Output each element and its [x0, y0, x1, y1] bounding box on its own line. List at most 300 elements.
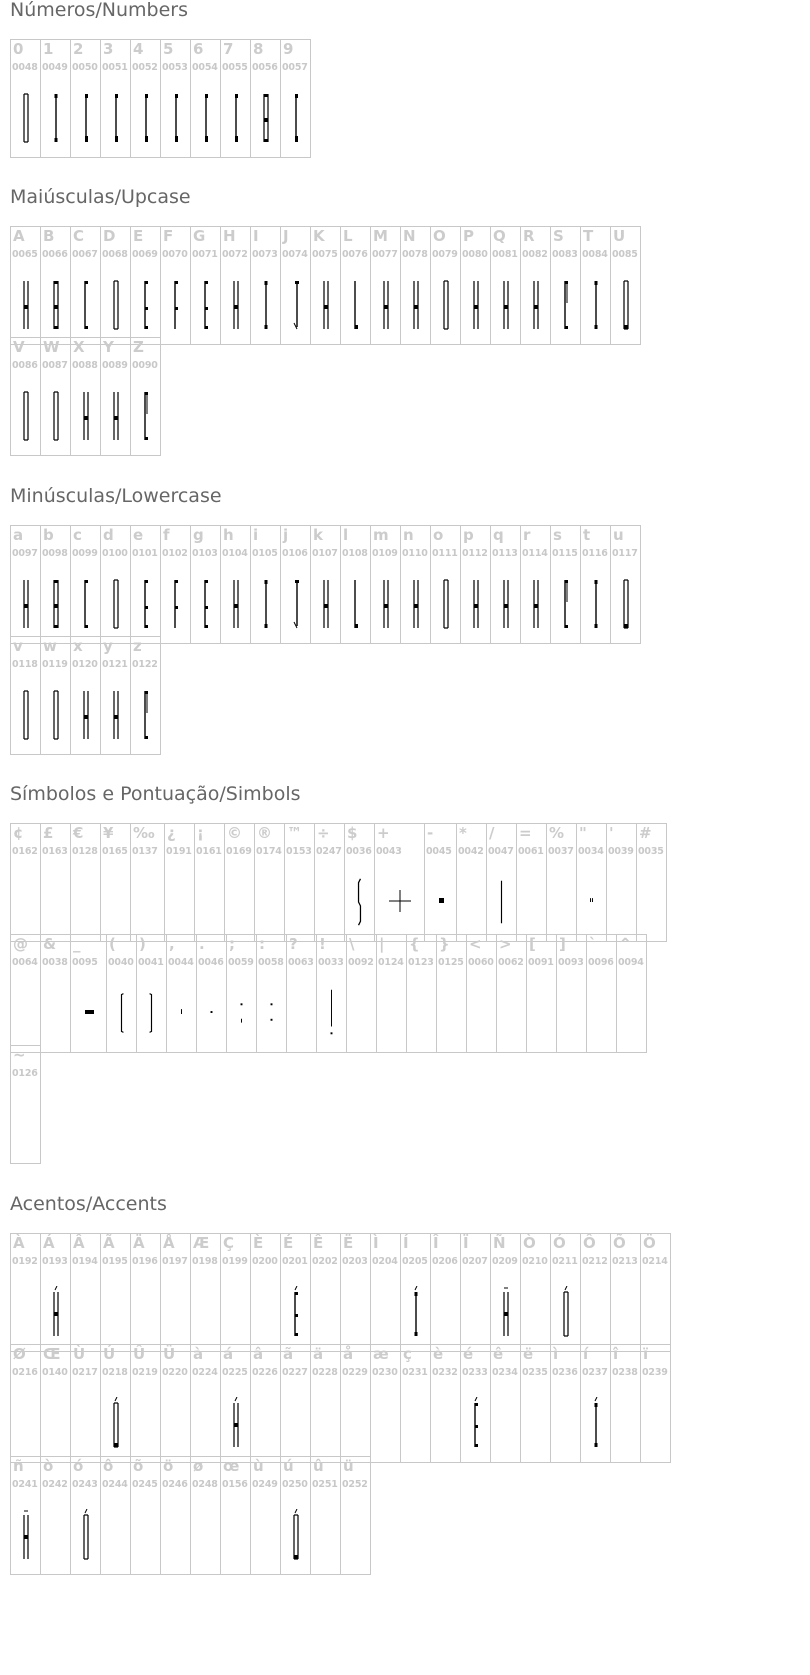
glyph-cell — [11, 1457, 41, 1575]
glyph-char-label: \ — [349, 935, 355, 953]
glyph-char-label: $ — [347, 824, 358, 842]
glyph-sample-icon — [425, 872, 456, 932]
glyph-code-label: 0087 — [42, 360, 68, 371]
glyph-code-label: 0035 — [638, 846, 664, 857]
glyph-code-label: 0200 — [252, 1256, 278, 1267]
glyph-char-label: Æ — [193, 1234, 210, 1252]
glyph-sample-icon — [521, 275, 550, 335]
glyph-code-label: 0093 — [558, 957, 584, 968]
glyph-sample-icon — [311, 1393, 340, 1453]
glyph-sample-icon — [311, 574, 340, 634]
glyph-cell — [311, 526, 341, 644]
glyph-sample-icon — [11, 685, 40, 745]
glyph-sample-icon — [611, 1282, 640, 1342]
glyph-cell — [11, 338, 41, 456]
glyph-sample-icon — [491, 1393, 520, 1453]
glyph-char-label: ¢ — [13, 824, 24, 842]
glyph-sample-icon — [221, 275, 250, 335]
glyph-sample-icon — [11, 1505, 40, 1565]
glyph-cell — [431, 1234, 461, 1352]
glyph-cell — [11, 227, 41, 345]
glyph-cell — [131, 227, 161, 345]
glyph-code-label: 0247 — [316, 846, 342, 857]
glyph-sample-icon — [131, 1282, 160, 1342]
glyph-cell — [101, 40, 131, 158]
glyph-char-label: 7 — [223, 40, 234, 58]
glyph-code-label: 0056 — [252, 62, 278, 73]
glyph-sample-icon — [11, 872, 40, 932]
glyph-cell — [225, 824, 255, 942]
glyph-sample-icon — [285, 872, 314, 932]
glyph-sample-icon — [431, 574, 460, 634]
glyph-cell — [287, 935, 317, 1053]
glyph-code-label: 0211 — [552, 1256, 578, 1267]
glyph-sample-icon — [611, 574, 640, 634]
glyph-sample-icon — [407, 983, 436, 1043]
glyph-char-label: ¡ — [197, 824, 204, 842]
glyph-char-label: 6 — [193, 40, 204, 58]
glyph-cell — [341, 1234, 371, 1352]
glyph-code-label: 0095 — [72, 957, 98, 968]
glyph-cell — [191, 526, 221, 644]
glyph-char-label: Ü — [163, 1345, 176, 1363]
glyph-char-label: Å — [163, 1234, 175, 1252]
glyph-char-label: ø — [193, 1457, 204, 1475]
glyph-cell — [131, 338, 161, 456]
glyph-code-label: 0052 — [132, 62, 158, 73]
glyph-cell — [281, 227, 311, 345]
glyph-sample-icon — [281, 88, 310, 148]
glyph-char-label: = — [519, 824, 532, 842]
glyph-char-label: y — [103, 637, 113, 655]
glyph-sample-icon — [191, 88, 220, 148]
glyph-cell — [11, 526, 41, 644]
glyph-sample-icon — [221, 88, 250, 148]
glyph-code-label: 0196 — [132, 1256, 158, 1267]
glyph-char-label: Ó — [553, 1234, 566, 1252]
glyph-code-label: 0091 — [528, 957, 554, 968]
glyph-char-label: F — [163, 227, 174, 245]
glyph-code-label: 0104 — [222, 548, 248, 559]
glyph-sample-icon — [71, 983, 106, 1043]
glyph-cell — [101, 227, 131, 345]
glyph-code-label: 0116 — [582, 548, 608, 559]
glyph-code-label: 0111 — [432, 548, 458, 559]
glyph-sample-icon — [11, 88, 40, 148]
glyph-cell — [41, 935, 71, 1053]
glyph-cell — [161, 227, 191, 345]
glyph-code-label: 0234 — [492, 1367, 518, 1378]
glyph-code-label: 0033 — [318, 957, 344, 968]
glyph-sample-icon — [195, 872, 224, 932]
glyph-char-label: T — [583, 227, 594, 245]
glyph-char-label: H — [223, 227, 236, 245]
glyph-char-label: æ — [373, 1345, 389, 1363]
glyph-cell — [491, 1345, 521, 1463]
glyph-sample-icon — [41, 574, 70, 634]
glyph-sample-icon — [41, 386, 70, 446]
glyph-code-label: 0098 — [42, 548, 68, 559]
glyph-cell — [371, 227, 401, 345]
glyph-char-label: [ — [529, 935, 536, 953]
glyph-code-label: 0049 — [42, 62, 68, 73]
glyph-cell — [11, 637, 41, 755]
glyph-code-label: 0074 — [282, 249, 308, 260]
glyph-sample-icon — [41, 872, 70, 932]
glyph-cell — [281, 1345, 311, 1463]
glyph-code-label: 0112 — [462, 548, 488, 559]
glyph-code-label: 0101 — [132, 548, 158, 559]
glyph-char-label: Ç — [223, 1234, 235, 1252]
glyph-code-label: 0103 — [192, 548, 218, 559]
grid-symbols-row-3 — [10, 1045, 41, 1164]
glyph-char-label: ¥ — [103, 824, 114, 842]
glyph-char-label: % — [549, 824, 565, 842]
glyph-code-label: 0231 — [402, 1367, 428, 1378]
glyph-char-label: > — [499, 935, 512, 953]
glyph-char-label: Ä — [133, 1234, 145, 1252]
glyph-cell — [101, 338, 131, 456]
glyph-char-label: { — [409, 935, 420, 953]
glyph-code-label: 0088 — [72, 360, 98, 371]
glyph-code-label: 0137 — [132, 846, 158, 857]
glyph-code-label: 0156 — [222, 1479, 248, 1490]
glyph-sample-icon — [101, 1505, 130, 1565]
glyph-code-label: 0202 — [312, 1256, 338, 1267]
glyph-char-label: î — [613, 1345, 619, 1363]
glyph-sample-icon — [251, 275, 280, 335]
glyph-cell — [71, 526, 101, 644]
glyph-cell — [581, 1345, 611, 1463]
glyph-cell — [341, 1345, 371, 1463]
glyph-code-label: 0165 — [102, 846, 128, 857]
glyph-sample-icon — [251, 88, 280, 148]
glyph-cell — [251, 1234, 281, 1352]
glyph-char-label: ì — [553, 1345, 559, 1363]
grid-accents-row-2 — [10, 1344, 671, 1463]
glyph-cell — [71, 637, 101, 755]
glyph-cell — [311, 227, 341, 345]
glyph-char-label: p — [463, 526, 474, 544]
glyph-sample-icon — [11, 275, 40, 335]
glyph-char-label: © — [227, 824, 242, 842]
grid-lowercase-row-1 — [10, 525, 641, 644]
glyph-char-label: Z — [133, 338, 144, 356]
glyph-cell — [377, 935, 407, 1053]
glyph-sample-icon — [191, 1282, 220, 1342]
glyph-cell — [607, 824, 637, 942]
glyph-code-label: 0107 — [312, 548, 338, 559]
section-title-lowercase: Minúsculas/Lowercase — [10, 485, 222, 507]
glyph-cell — [221, 1345, 251, 1463]
glyph-char-label: 9 — [283, 40, 294, 58]
glyph-code-label: 0106 — [282, 548, 308, 559]
glyph-sample-icon — [131, 386, 160, 446]
glyph-cell — [521, 227, 551, 345]
glyph-char-label: r — [523, 526, 531, 544]
glyph-sample-icon — [71, 574, 100, 634]
glyph-char-label: } — [439, 935, 450, 953]
glyph-char-label: 4 — [133, 40, 144, 58]
glyph-sample-icon — [221, 574, 250, 634]
glyph-char-label: n — [403, 526, 414, 544]
glyph-char-label: ê — [493, 1345, 504, 1363]
glyph-sample-icon — [461, 1393, 490, 1453]
glyph-sample-icon — [71, 1505, 100, 1565]
glyph-char-label: Ê — [313, 1234, 324, 1252]
glyph-code-label: 0053 — [162, 62, 188, 73]
glyph-cell — [41, 338, 71, 456]
glyph-code-label: 0203 — [342, 1256, 368, 1267]
glyph-sample-icon — [641, 1282, 670, 1342]
glyph-sample-icon — [167, 983, 196, 1043]
glyph-code-label: 0237 — [582, 1367, 608, 1378]
glyph-sample-icon — [581, 1393, 610, 1453]
glyph-cell — [401, 526, 431, 644]
glyph-code-label: 0118 — [12, 659, 38, 670]
glyph-code-label: 0214 — [642, 1256, 668, 1267]
glyph-code-label: 0244 — [102, 1479, 128, 1490]
glyph-char-label: " — [579, 824, 587, 842]
glyph-sample-icon — [461, 574, 490, 634]
glyph-code-label: 0235 — [522, 1367, 548, 1378]
glyph-code-label: 0193 — [42, 1256, 68, 1267]
glyph-sample-icon — [107, 983, 136, 1043]
glyph-cell — [71, 338, 101, 456]
glyph-char-label: ` — [589, 935, 597, 953]
glyph-sample-icon — [371, 1282, 400, 1342]
glyph-code-label: 0217 — [72, 1367, 98, 1378]
glyph-code-label: 0224 — [192, 1367, 218, 1378]
glyph-code-label: 0114 — [522, 548, 548, 559]
glyph-code-label: 0082 — [522, 249, 548, 260]
glyph-sample-icon — [431, 1393, 460, 1453]
glyph-sample-icon — [551, 1393, 580, 1453]
glyph-cell — [285, 824, 315, 942]
glyph-code-label: 0102 — [162, 548, 188, 559]
glyph-char-label: Ï — [463, 1234, 469, 1252]
glyph-cell — [11, 1046, 41, 1164]
glyph-code-label: 0061 — [518, 846, 544, 857]
glyph-char-label: e — [133, 526, 144, 544]
glyph-sample-icon — [191, 275, 220, 335]
glyph-char-label: ) — [139, 935, 146, 953]
glyph-sample-icon — [281, 1505, 310, 1565]
glyph-sample-icon — [41, 275, 70, 335]
glyph-char-label: k — [313, 526, 323, 544]
glyph-sample-icon — [221, 1282, 250, 1342]
glyph-cell — [161, 1234, 191, 1352]
glyph-char-label: ; — [229, 935, 235, 953]
glyph-code-label: 0073 — [252, 249, 278, 260]
glyph-char-label: ^ — [619, 935, 632, 953]
glyph-sample-icon — [311, 1505, 340, 1565]
glyph-sample-icon — [371, 275, 400, 335]
glyph-char-label: à — [193, 1345, 204, 1363]
glyph-cell — [461, 1345, 491, 1463]
glyph-code-label: 0205 — [402, 1256, 428, 1267]
glyph-char-label: 3 — [103, 40, 114, 58]
glyph-sample-icon — [71, 872, 100, 932]
glyph-sample-icon — [251, 1282, 280, 1342]
glyph-code-label: 0140 — [42, 1367, 68, 1378]
glyph-code-label: 0122 — [132, 659, 158, 670]
glyph-code-label: 0044 — [168, 957, 194, 968]
glyph-sample-icon — [311, 1282, 340, 1342]
glyph-code-label: 0251 — [312, 1479, 338, 1490]
glyph-cell — [401, 1234, 431, 1352]
glyph-sample-icon — [41, 1393, 70, 1453]
glyph-cell — [251, 227, 281, 345]
glyph-code-label: 0252 — [342, 1479, 368, 1490]
glyph-code-label: 0163 — [42, 846, 68, 857]
glyph-code-label: 0162 — [12, 846, 38, 857]
glyph-cell — [131, 1345, 161, 1463]
glyph-char-label: h — [223, 526, 234, 544]
glyph-sample-icon — [637, 872, 666, 932]
glyph-sample-icon — [611, 275, 640, 335]
glyph-char-label: è — [433, 1345, 444, 1363]
glyph-char-label: P — [463, 227, 474, 245]
glyph-cell — [131, 526, 161, 644]
glyph-sample-icon — [521, 1282, 550, 1342]
glyph-code-label: 0124 — [378, 957, 404, 968]
glyph-cell — [491, 526, 521, 644]
glyph-char-label: u — [613, 526, 624, 544]
glyph-sample-icon — [191, 574, 220, 634]
glyph-char-label: Ù — [73, 1345, 86, 1363]
glyph-sample-icon — [371, 1393, 400, 1453]
glyph-sample-icon — [491, 574, 520, 634]
glyph-sample-icon — [617, 983, 646, 1043]
glyph-cell — [641, 1234, 671, 1352]
glyph-char-label: ' — [609, 824, 614, 842]
grid-upcase-row-1 — [10, 226, 641, 345]
glyph-char-label: Ö — [643, 1234, 656, 1252]
glyph-cell — [345, 824, 375, 942]
glyph-cell — [581, 526, 611, 644]
glyph-char-label: Y — [103, 338, 114, 356]
glyph-char-label: 1 — [43, 40, 54, 58]
glyph-code-label: 0096 — [588, 957, 614, 968]
glyph-char-label: < — [469, 935, 482, 953]
glyph-code-label: 0063 — [288, 957, 314, 968]
glyph-code-label: 0043 — [376, 846, 402, 857]
glyph-cell — [221, 1234, 251, 1352]
glyph-char-label: 0 — [13, 40, 24, 58]
glyph-cell — [101, 824, 131, 942]
glyph-sample-icon — [161, 1282, 190, 1342]
glyph-cell — [131, 637, 161, 755]
glyph-char-label: M — [373, 227, 388, 245]
glyph-cell — [371, 1234, 401, 1352]
glyph-char-label: . — [199, 935, 205, 953]
glyph-cell — [581, 227, 611, 345]
glyph-sample-icon — [71, 685, 100, 745]
glyph-sample-icon — [457, 872, 486, 932]
glyph-code-label: 0197 — [162, 1256, 188, 1267]
glyph-cell — [221, 227, 251, 345]
grid-symbols-row-2 — [10, 934, 647, 1053]
glyph-code-label: 0036 — [346, 846, 372, 857]
glyph-cell — [311, 1234, 341, 1352]
glyph-code-label: 0249 — [252, 1479, 278, 1490]
glyph-sample-icon — [401, 574, 430, 634]
glyph-char-label: ñ — [13, 1457, 24, 1475]
glyph-sample-icon — [71, 1393, 100, 1453]
glyph-char-label: Œ — [43, 1345, 61, 1363]
glyph-sample-icon — [41, 685, 70, 745]
glyph-code-label: 0238 — [612, 1367, 638, 1378]
glyph-char-label: X — [73, 338, 85, 356]
glyph-sample-icon — [101, 88, 130, 148]
glyph-cell — [311, 1345, 341, 1463]
glyph-cell — [611, 1234, 641, 1352]
glyph-sample-icon — [131, 275, 160, 335]
glyph-code-label: 0120 — [72, 659, 98, 670]
glyph-sample-icon — [377, 983, 406, 1043]
glyph-code-label: 0084 — [582, 249, 608, 260]
glyph-cell — [437, 935, 467, 1053]
glyph-code-label: 0050 — [72, 62, 98, 73]
glyph-sample-icon — [611, 1393, 640, 1453]
glyph-code-label: 0248 — [192, 1479, 218, 1490]
glyph-char-label: w — [43, 637, 57, 655]
glyph-char-label: ä — [313, 1345, 324, 1363]
glyph-cell — [191, 1457, 221, 1575]
glyph-char-label: É — [283, 1234, 294, 1252]
glyph-code-label: 0108 — [342, 548, 368, 559]
glyph-code-label: 0075 — [312, 249, 338, 260]
glyph-cell — [165, 824, 195, 942]
glyph-code-label: 0233 — [462, 1367, 488, 1378]
glyph-code-label: 0198 — [192, 1256, 218, 1267]
glyph-code-label: 0072 — [222, 249, 248, 260]
glyph-sample-icon — [431, 1282, 460, 1342]
glyph-char-label: j — [283, 526, 289, 544]
glyph-sample-icon — [131, 1393, 160, 1453]
glyph-char-label: S — [553, 227, 564, 245]
glyph-char-label: c — [73, 526, 82, 544]
glyph-code-label: 0054 — [192, 62, 218, 73]
grid-accents-row-1 — [10, 1233, 671, 1352]
glyph-cell — [281, 40, 311, 158]
glyph-code-label: 0086 — [12, 360, 38, 371]
glyph-sample-icon — [281, 1393, 310, 1453]
glyph-char-label: ë — [523, 1345, 534, 1363]
glyph-cell — [191, 227, 221, 345]
glyph-cell — [71, 935, 107, 1053]
glyph-cell — [431, 227, 461, 345]
glyph-cell — [251, 1345, 281, 1463]
glyph-code-label: 0125 — [438, 957, 464, 968]
glyph-code-label: 0040 — [108, 957, 134, 968]
glyph-sample-icon — [161, 1393, 190, 1453]
glyph-cell — [71, 1345, 101, 1463]
glyph-char-label: t — [583, 526, 591, 544]
glyph-cell — [577, 824, 607, 942]
glyph-char-label: Ò — [523, 1234, 536, 1252]
glyph-char-label: å — [343, 1345, 354, 1363]
glyph-cell — [425, 824, 457, 942]
glyph-code-label: 0245 — [132, 1479, 158, 1490]
glyph-code-label: 0100 — [102, 548, 128, 559]
glyph-sample-icon — [497, 983, 526, 1043]
glyph-sample-icon — [581, 574, 610, 634]
glyph-code-label: 0094 — [618, 957, 644, 968]
glyph-code-label: 0090 — [132, 360, 158, 371]
glyph-cell — [71, 1457, 101, 1575]
